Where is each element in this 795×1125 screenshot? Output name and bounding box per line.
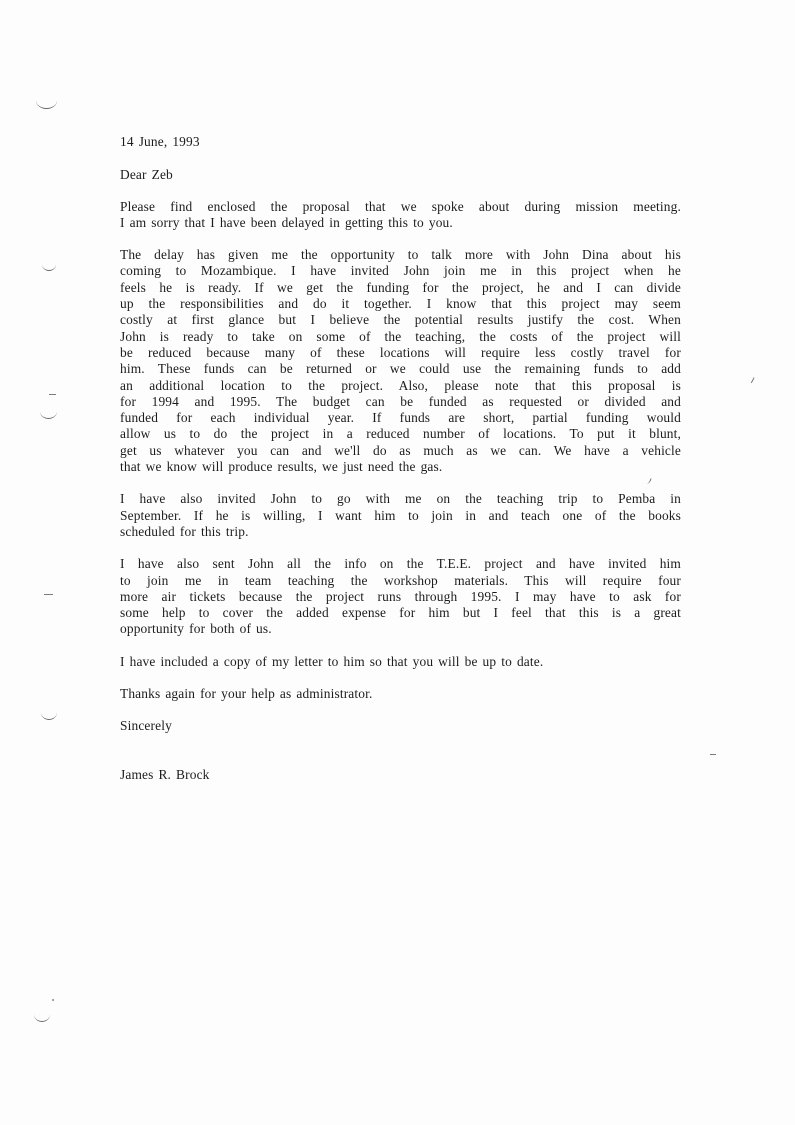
letter-salutation: Dear Zeb	[120, 167, 173, 183]
letter-line: more air tickets because the project runs through 1995. I may have to ask for	[120, 588, 681, 604]
letter-line: Thanks again for your help as administrator.	[120, 686, 373, 702]
letter-line: allow us to do the project in a reduced number of locations. To put it blunt,	[120, 426, 681, 442]
dash-pen-mark	[710, 754, 716, 757]
curve-pen-mark	[34, 1013, 50, 1022]
curve-pen-mark	[42, 263, 56, 271]
dash-pen-mark	[44, 594, 53, 597]
letter-paragraph	[120, 654, 681, 670]
curve-pen-mark	[41, 711, 57, 720]
letter-paragraph	[120, 491, 681, 540]
dot-pen-mark	[52, 999, 54, 1001]
letter-line: funded for each individual year. If funds are short, partial funding would	[120, 410, 681, 426]
letter-line: September. If he is willing, I want him to join in and teach one of the books	[120, 507, 681, 523]
letter-closing: Sincerely	[120, 718, 172, 734]
letter-line: some help to cover the added expense for him but I feel that this is a great	[120, 605, 681, 621]
letter-line: costly at first glance but I believe the potential results justify the cost. When	[120, 312, 681, 328]
dash-pen-mark	[49, 394, 56, 397]
tick-pen-mark	[751, 377, 757, 384]
letter-line: for 1994 and 1995. The budget can be funded as requested or divided and	[120, 393, 681, 409]
curve-pen-mark	[40, 410, 57, 419]
letter-signature: James R. Brock	[120, 766, 210, 782]
letter-line: I have also invited John to go with me on the teaching trip to Pemba in	[120, 491, 681, 507]
letter-line: coming to Mozambique. I have invited John join me in this project when he	[120, 263, 681, 279]
letter-body	[120, 134, 681, 783]
letter-paragraphs	[120, 199, 681, 703]
letter-line: an additional location to the project. Also, please note that this proposal is	[120, 377, 681, 393]
letter-line: I have included a copy of my letter to him so that you will be up to date.	[120, 653, 544, 669]
letter-paragraph	[120, 556, 681, 637]
letter-line: be reduced because many of these locations will require less costly travel for	[120, 344, 681, 360]
letter-line: up the responsibilities and do it together. I know that this project may seem	[120, 296, 681, 312]
letter-line: feels he is ready. If we get the funding for the project, he and I can divide	[120, 279, 681, 295]
letter-line: opportunity for both of us.	[120, 621, 272, 637]
letter-date: 14 June, 1993	[120, 134, 200, 149]
letter-line: I have also sent John all the info on the T.E.E. project and have invited him	[120, 556, 681, 572]
letter-line: Please find enclosed the proposal that we spoke about during mission meeting.	[120, 198, 681, 214]
letter-line: get us whatever you can and we'll do as much as we can. We have a vehicle	[120, 442, 681, 458]
letter-line: John is ready to take on some of the teaching, the costs of the project will	[120, 328, 681, 344]
letter-line: him. These funds can be returned or we could use the remaining funds to add	[120, 361, 681, 377]
letter-paragraph	[120, 686, 681, 702]
letter-paragraph	[120, 247, 681, 475]
letter-line: to join me in team teaching the workshop materials. This will require four	[120, 572, 681, 588]
letter-line: The delay has given me the opportunity to talk more with John Dina about his	[120, 247, 681, 263]
letter-line: I am sorry that I have been delayed in getting this to you.	[120, 214, 453, 230]
letter-paragraph	[120, 199, 681, 232]
letter-line: that we know will produce results, we just need the gas.	[120, 459, 443, 475]
curve-pen-mark	[36, 99, 57, 109]
letter-line: scheduled for this trip.	[120, 523, 249, 539]
